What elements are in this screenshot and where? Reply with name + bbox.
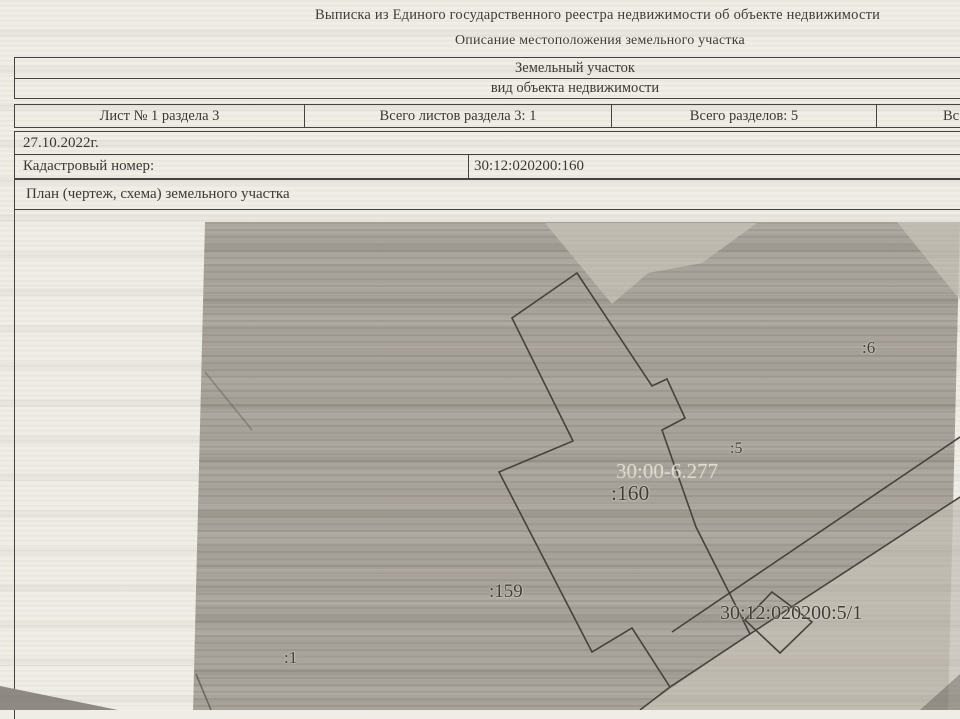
sheets-in-section-cell: Всего листов раздела 3: 1 <box>304 105 611 127</box>
map-label-zone-30-00-6-277: 30:00-6.277 <box>616 459 719 483</box>
faint-boundary-bottom-left <box>196 674 211 710</box>
sections-total-cell: Всего разделов: 5 <box>611 105 876 127</box>
sheet-number-cell: Лист № 1 раздела 3 <box>99 107 220 124</box>
map-label-parcel-5-1: 30:12:020200:5/1 <box>720 602 863 624</box>
map-label-parcel-159: :159 <box>489 581 523 602</box>
light-triangle-top-right <box>897 222 960 300</box>
map-label-parcel-6: :6 <box>862 338 876 357</box>
cadastral-number-value: 30:12:020200:160 <box>468 155 960 178</box>
extract-date: 27.10.2022г. <box>23 134 99 151</box>
map-label-parcel-1: :1 <box>284 648 298 667</box>
page-shadow-wedge <box>0 686 118 710</box>
map-label-parcel-5: :5 <box>730 440 743 457</box>
plan-section-title: План (чертеж, схема) земельного участка <box>15 180 960 210</box>
faint-boundary-left <box>205 372 252 430</box>
document-title: Выписка из Единого государственного реестра недвижимости об объекте недвижимости <box>315 7 881 23</box>
object-type-caption: вид объекта недвижимости <box>15 78 960 98</box>
map-label-parcel-160: :160 <box>611 481 650 505</box>
light-wedge-top <box>545 223 757 304</box>
cadastral-number-label: Кадастровый номер: <box>23 158 155 174</box>
object-type-value: Земельный участок <box>515 59 635 76</box>
document-subtitle: Описание местоположения земельного участка <box>455 33 745 48</box>
sheets-total-cell-truncated: Вс <box>876 105 960 127</box>
